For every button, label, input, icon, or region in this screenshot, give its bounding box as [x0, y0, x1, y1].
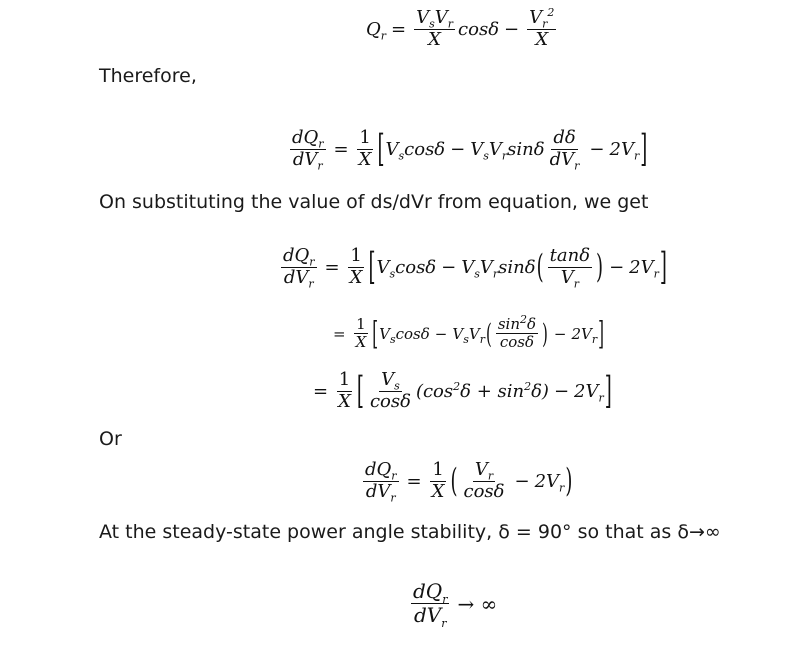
eq2-coef-den: X — [358, 148, 372, 170]
eq2-d-den: $dV_r$ — [549, 148, 580, 173]
eq4-sin-den: cosδ — [499, 333, 535, 352]
eq2-term-a: $V_s\cos\delta$ — [385, 138, 446, 163]
eq4-term-a: $V_s\cos\delta$ — [379, 324, 430, 346]
equation-limit — [408, 579, 502, 630]
text-stability: At the steady-state power angle stability, δ = 90° so that as δ→∞ — [99, 521, 721, 543]
eq3-term-c: $2V_r$ — [629, 256, 659, 281]
eq6-lhs-den: $dV_r$ — [365, 480, 396, 505]
eq6-coef-num: 1 — [432, 459, 444, 480]
eq3-coef-num: 1 — [350, 245, 362, 266]
eq1-cos: cosδ — [458, 18, 500, 40]
eq3-tan-num: tanδ — [549, 245, 591, 266]
text-or: Or — [99, 428, 122, 450]
eq4-term-c: $2V_r$ — [571, 324, 598, 346]
eq1-term2-num: $V_r^2$ — [529, 6, 555, 31]
eq3-term-a: $V_s\cos\delta$ — [376, 256, 437, 281]
text-therefore: Therefore, — [99, 65, 197, 87]
eq5-coef-num: 1 — [338, 369, 351, 390]
eq5-middle: $(\cos^2\delta + \sin^2\delta)$ — [415, 379, 549, 402]
equation-reactive-power: $Q_r$ = $\frac{V_sV_r}{X}$ cosδ − $\frac{V_r^2}{X}$ — [366, 6, 555, 50]
eq6-v-den: cosδ — [463, 480, 505, 502]
eq3-coef-den: X — [349, 266, 363, 288]
eq7-lhs-num: $dQ_r$ — [413, 579, 448, 606]
eq3-lhs-num: $dQ_r$ — [283, 245, 315, 269]
eq4-sin-num: $\sin^2\delta$ — [497, 313, 537, 333]
equation-derivative-2: $\frac{dQ_r}{dV_r}$ = $\frac{1}{X}$ [ $V_s\cos\delta$ − $V_sV_r\sin\delta$ ( $\frac{\tan\delta}{V_r}$ ) − $2V_r$ ] — [283, 245, 667, 291]
eq5-v-num: $V_s$ — [381, 369, 400, 393]
eq1-term1-num: $V_sV_r$ — [416, 7, 454, 31]
text-substituting: On substituting the value of ds/dVr from equation, we get — [99, 191, 649, 213]
eq2-term-c: $2V_r$ — [609, 138, 640, 163]
eq1-term2-den: X — [535, 28, 549, 50]
eq3-lhs-den: $dV_r$ — [283, 266, 314, 291]
eq2-coef-num: 1 — [359, 127, 371, 148]
eq2-lhs-den: $dV_r$ — [292, 148, 323, 173]
eq3-tan-den: $V_r$ — [560, 266, 579, 291]
eq6-lhs-num: $dQ_r$ — [365, 459, 397, 483]
equation-derivative-1: $\frac{dQ_r}{dV_r}$ = $\frac{1}{X}$ [ $V_s\cos\delta$ − $V_sV_r\sin\delta$ $\frac{d\delta}{dV_r}$ − $2V_r$ ] — [292, 127, 648, 173]
eq2-lhs-num: $dQ_r$ — [292, 127, 324, 151]
eq2-d-num: dδ — [553, 127, 576, 148]
eq7-lhs-den: $dV_r$ — [413, 603, 447, 630]
eq1-term1-den: X — [428, 28, 441, 50]
equation-derivative-5: $\frac{dQ_r}{dV_r}$ = $\frac{1}{X}$ ( $\frac{V_r}{\cos\delta}$ − $2V_r$ ) — [365, 459, 573, 505]
equation-derivative-4: = $\frac{1}{X}$ [ $\frac{V_s}{\cos\delta}$ $(\cos^2\delta + \sin^2\delta)$ − $2V_r$ ] — [313, 369, 612, 414]
eq6-coef-den: X — [431, 480, 445, 502]
equation-derivative-3: = $\frac{1}{X}$ [ $V_s\cos\delta$ − $V_sV_r$ ( $\frac{\sin^2\delta}{\cos\delta}$ ) − $2V_r$ ] — [333, 313, 604, 353]
eq4-coef-num: 1 — [356, 315, 366, 333]
eq5-v-den: cosδ — [369, 390, 411, 412]
eq5-coef-den: X — [338, 390, 351, 412]
eq7-arrow: → ∞ — [457, 591, 498, 616]
eq6-term-c: $2V_r$ — [534, 470, 565, 495]
eq1-lhs: $Q_r$ — [366, 18, 387, 43]
eq4-coef-den: X — [355, 333, 367, 352]
eq5-term-c: $2V_r$ — [574, 380, 604, 405]
eq4-term-b: $V_sV_r$ — [452, 324, 485, 346]
eq3-term-b: $V_sV_r\sin\delta$ — [461, 256, 536, 281]
eq6-v-num: $V_r$ — [474, 459, 494, 483]
eq2-term-b: $V_sV_r\sin\delta$ — [470, 138, 545, 163]
